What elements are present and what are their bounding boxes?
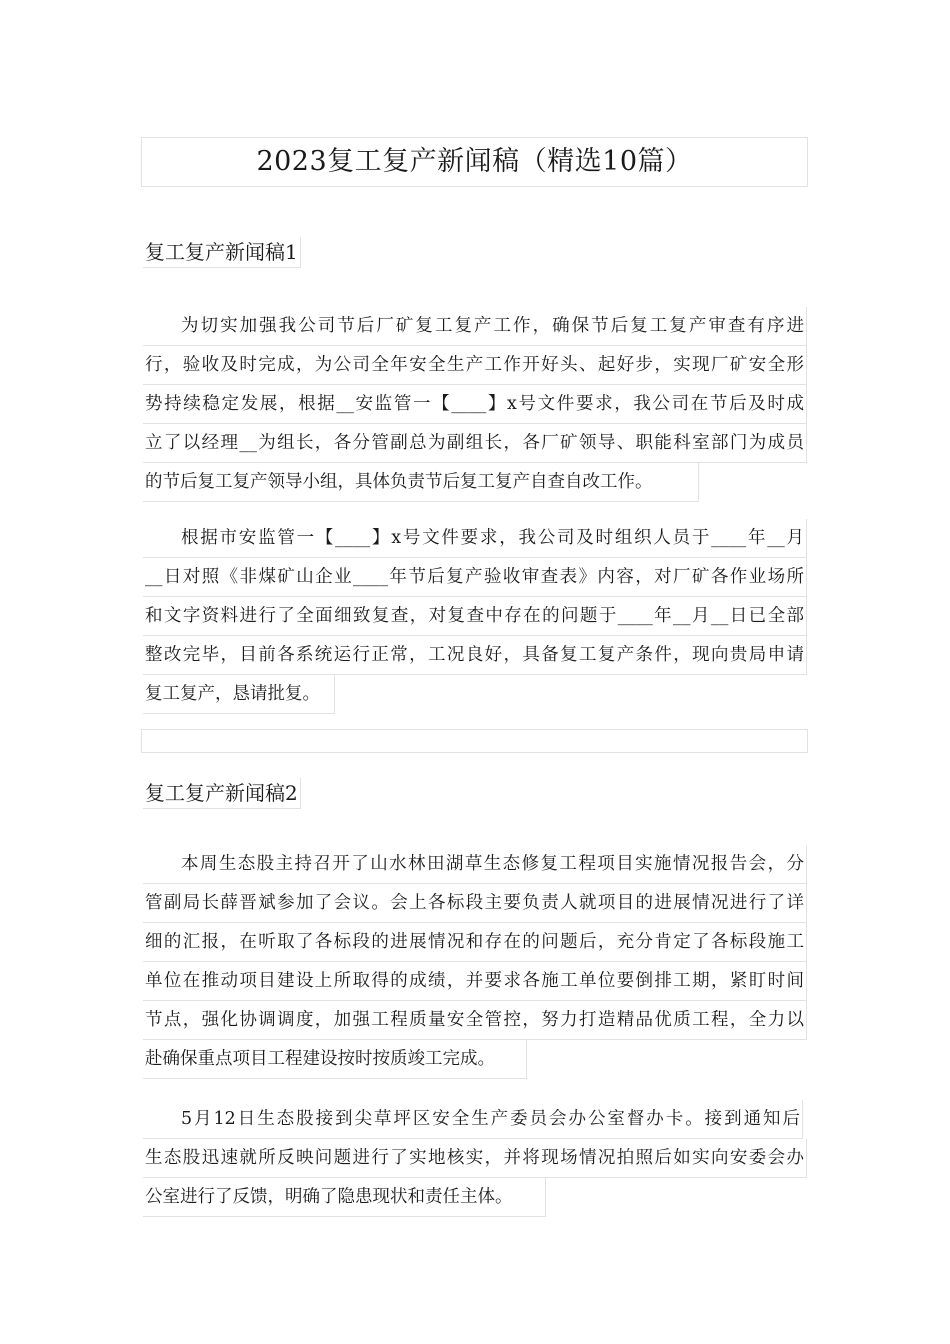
paragraph-line: 整改完毕，目前各系统运行正常，工况良好，具备复工复产条件，现向贵局申请 (143, 636, 807, 675)
paragraph-line: 本周生态股主持召开了山水林田湖草生态修复工程项目实施情况报告会，分 (143, 845, 807, 884)
title-box (141, 137, 808, 187)
section-divider-box (141, 729, 808, 753)
paragraph-line: 势持续稳定发展，根据__安监管一【____】x号文件要求，我公司在节后及时成 (143, 385, 807, 424)
section-heading-1: 复工复产新闻稿1 (143, 237, 301, 268)
section-2-paragraph-1 (143, 845, 807, 1079)
section-1-paragraph-2 (143, 519, 807, 714)
section-1-paragraph-1 (143, 307, 807, 502)
paragraph-line: 和文字资料进行了全面细致复查，对复查中存在的问题于____年__月__日已全部 (143, 597, 807, 636)
paragraph-line: 节点，强化协调调度，加强工程质量安全管控，努力打造精品优质工程，全力以 (143, 1001, 807, 1040)
paragraph-line: 生态股迅速就所反映问题进行了实地核实，并将现场情况拍照后如实向安委会办 (143, 1139, 807, 1178)
paragraph-line: 公室进行了反馈，明确了隐患现状和责任主体。 (143, 1178, 546, 1217)
section-heading-2: 复工复产新闻稿2 (143, 778, 301, 809)
paragraph-line: 立了以经理__为组长，各分管副总为副组长，各厂矿领导、职能科室部门为成员 (143, 424, 807, 463)
paragraph-line: 为切实加强我公司节后厂矿复工复产工作，确保节后复工复产审查有序进 (143, 307, 807, 346)
paragraph-line: 复工复产，恳请批复。 (143, 675, 335, 714)
document-title: 2023复工复产新闻稿（精选10篇） (256, 146, 693, 177)
paragraph-line: 管副局长薛晋斌参加了会议。会上各标段主要负责人就项目的进展情况进行了详 (143, 884, 807, 923)
section-2-paragraph-2 (143, 1100, 807, 1217)
paragraph-line: 5月12日生态股接到尖草坪区安全生产委员会办公室督办卡。接到通知后 (143, 1100, 803, 1139)
paragraph-line: 赴确保重点项目工程建设按时按质竣工完成。 (143, 1040, 527, 1079)
paragraph-line: 细的汇报，在听取了各标段的进展情况和存在的问题后，充分肯定了各标段施工 (143, 923, 807, 962)
paragraph-line: __日对照《非煤矿山企业____年节后复产验收审查表》内容，对厂矿各作业场所 (143, 558, 807, 597)
paragraph-line: 的节后复工复产领导小组，具体负责节后复工复产自查自改工作。 (143, 463, 699, 502)
paragraph-line: 行，验收及时完成，为公司全年安全生产工作开好头、起好步，实现厂矿安全形 (143, 346, 807, 385)
paragraph-line: 单位在推动项目建设上所取得的成绩，并要求各施工单位要倒排工期，紧盯时间 (143, 962, 807, 1001)
paragraph-line: 根据市安监管一【____】x号文件要求，我公司及时组织人员于____年__月 (143, 519, 807, 558)
